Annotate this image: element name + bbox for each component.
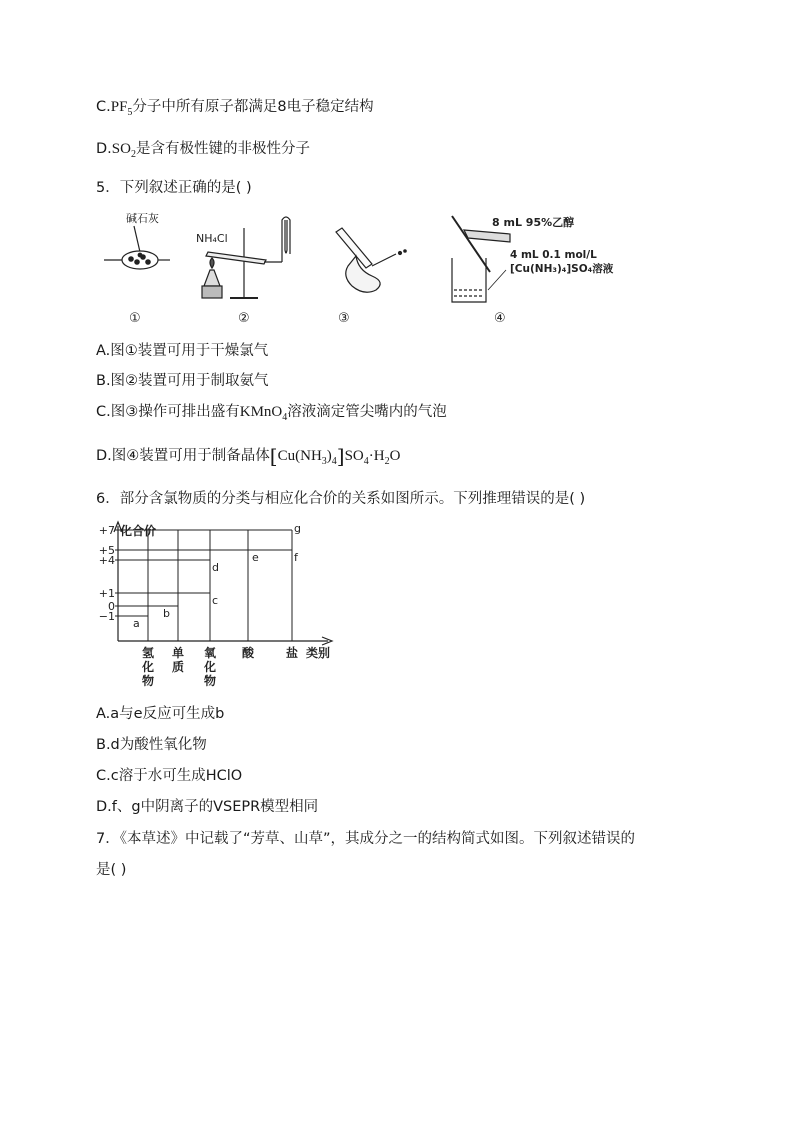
pf5-formula: $PF_5$ [110,99,133,118]
y-tick-label: +1 [98,587,115,600]
q4-option-d: $D.SO_2$是含有极性键的非极性分子 [96,141,310,160]
y-tick-label: +5 [98,544,115,557]
fig2-label: NH₄Cl [196,232,228,245]
fig4-number: ④ [494,311,506,326]
chlorine-valence-chart [96,518,346,694]
q6-option-b: B.d为酸性氧化物 [96,737,207,753]
fig2-number: ② [238,311,250,326]
fig2-heating-apparatus [196,217,290,298]
point-label-d: d [212,561,219,574]
category-label: 化 [141,660,155,674]
fig1-label: 碱石灰 [126,212,159,225]
category-label: 化 [203,660,217,674]
point-label-f: f [294,551,298,564]
y-tick-label: +4 [98,554,115,567]
q5-option-a: A.图①装置可用于干燥氯气 [96,343,269,359]
fig4-label-top: 8 mL 95%乙醇 [492,216,575,229]
q5-option-c: C.图③操作可排出盛有KMnO$_4$溶液滴定管尖嘴内的气泡 [96,404,447,423]
y-tick-label: 0 [108,600,115,613]
complex-formula: $[Cu(NH_3)_4]SO_4\cdot H_2O$ [269,444,401,468]
x-axis-title: 类别 [306,646,331,660]
fig4-label-mid: 4 mL 0.1 mol/L [510,249,597,261]
fig3-number: ③ [338,311,350,326]
point-label-g: g [294,522,301,535]
category-label: 质 [171,660,185,674]
y-tick-label: −1 [98,610,115,623]
category-label: 酸 [241,646,255,660]
fig4-label-bottom: [Cu(NH₃)₄]SO₄溶液 [510,263,614,275]
q5-option-b: B.图②装置可用于制取氨气 [96,373,269,389]
category-label: 盐 [285,646,299,660]
q7-stem-line2: 是( ) [96,862,127,878]
q5-apparatus-figures [96,210,636,330]
so2-formula: $SO_2$ [111,141,136,160]
kmno4-formula: KMnO$_4$ [239,404,288,423]
y-axis-title: 化合价 [120,524,157,538]
category-label: 氧 [203,646,217,660]
point-label-e: e [252,551,259,564]
q6-option-d: D.f、g中阴离子的VSEPR模型相同 [96,799,319,815]
category-label: 氢 [141,646,155,660]
q4-option-c: $C.PF_5$分子中所有原子都满足8电子稳定结构 [96,99,374,118]
fig1-drying-tube [104,211,170,269]
q6-option-c: C.c溶于水可生成HClO [96,768,243,784]
q6-stem: 6．部分含氯物质的分类与相应化合价的关系如图所示。下列推理错误的是( ) [96,491,586,507]
category-label: 单 [171,646,185,660]
fig3-burette-operation [336,228,406,292]
q5-stem: 5．下列叙述正确的是( ) [96,180,252,196]
q7-stem-line1: 7．《本草述》中记载了“芳草、山草”，其成分之一的结构简式如图。下列叙述错误的 [96,831,635,847]
category-label: 物 [203,674,217,688]
q5-option-d: D.图④装置可用于制备晶体$[Cu(NH_3)_4]SO_4\cdot H_2O$ [96,444,401,468]
q6-option-a: A.a与e反应可生成b [96,706,225,722]
category-label: 物 [141,674,155,688]
fig1-number: ① [129,311,141,326]
fig4-beaker-setup [452,215,614,302]
point-label-c: c [212,594,219,607]
point-label-a: a [133,617,140,630]
y-tick-label: +7 [98,524,115,537]
point-label-b: b [163,607,170,620]
